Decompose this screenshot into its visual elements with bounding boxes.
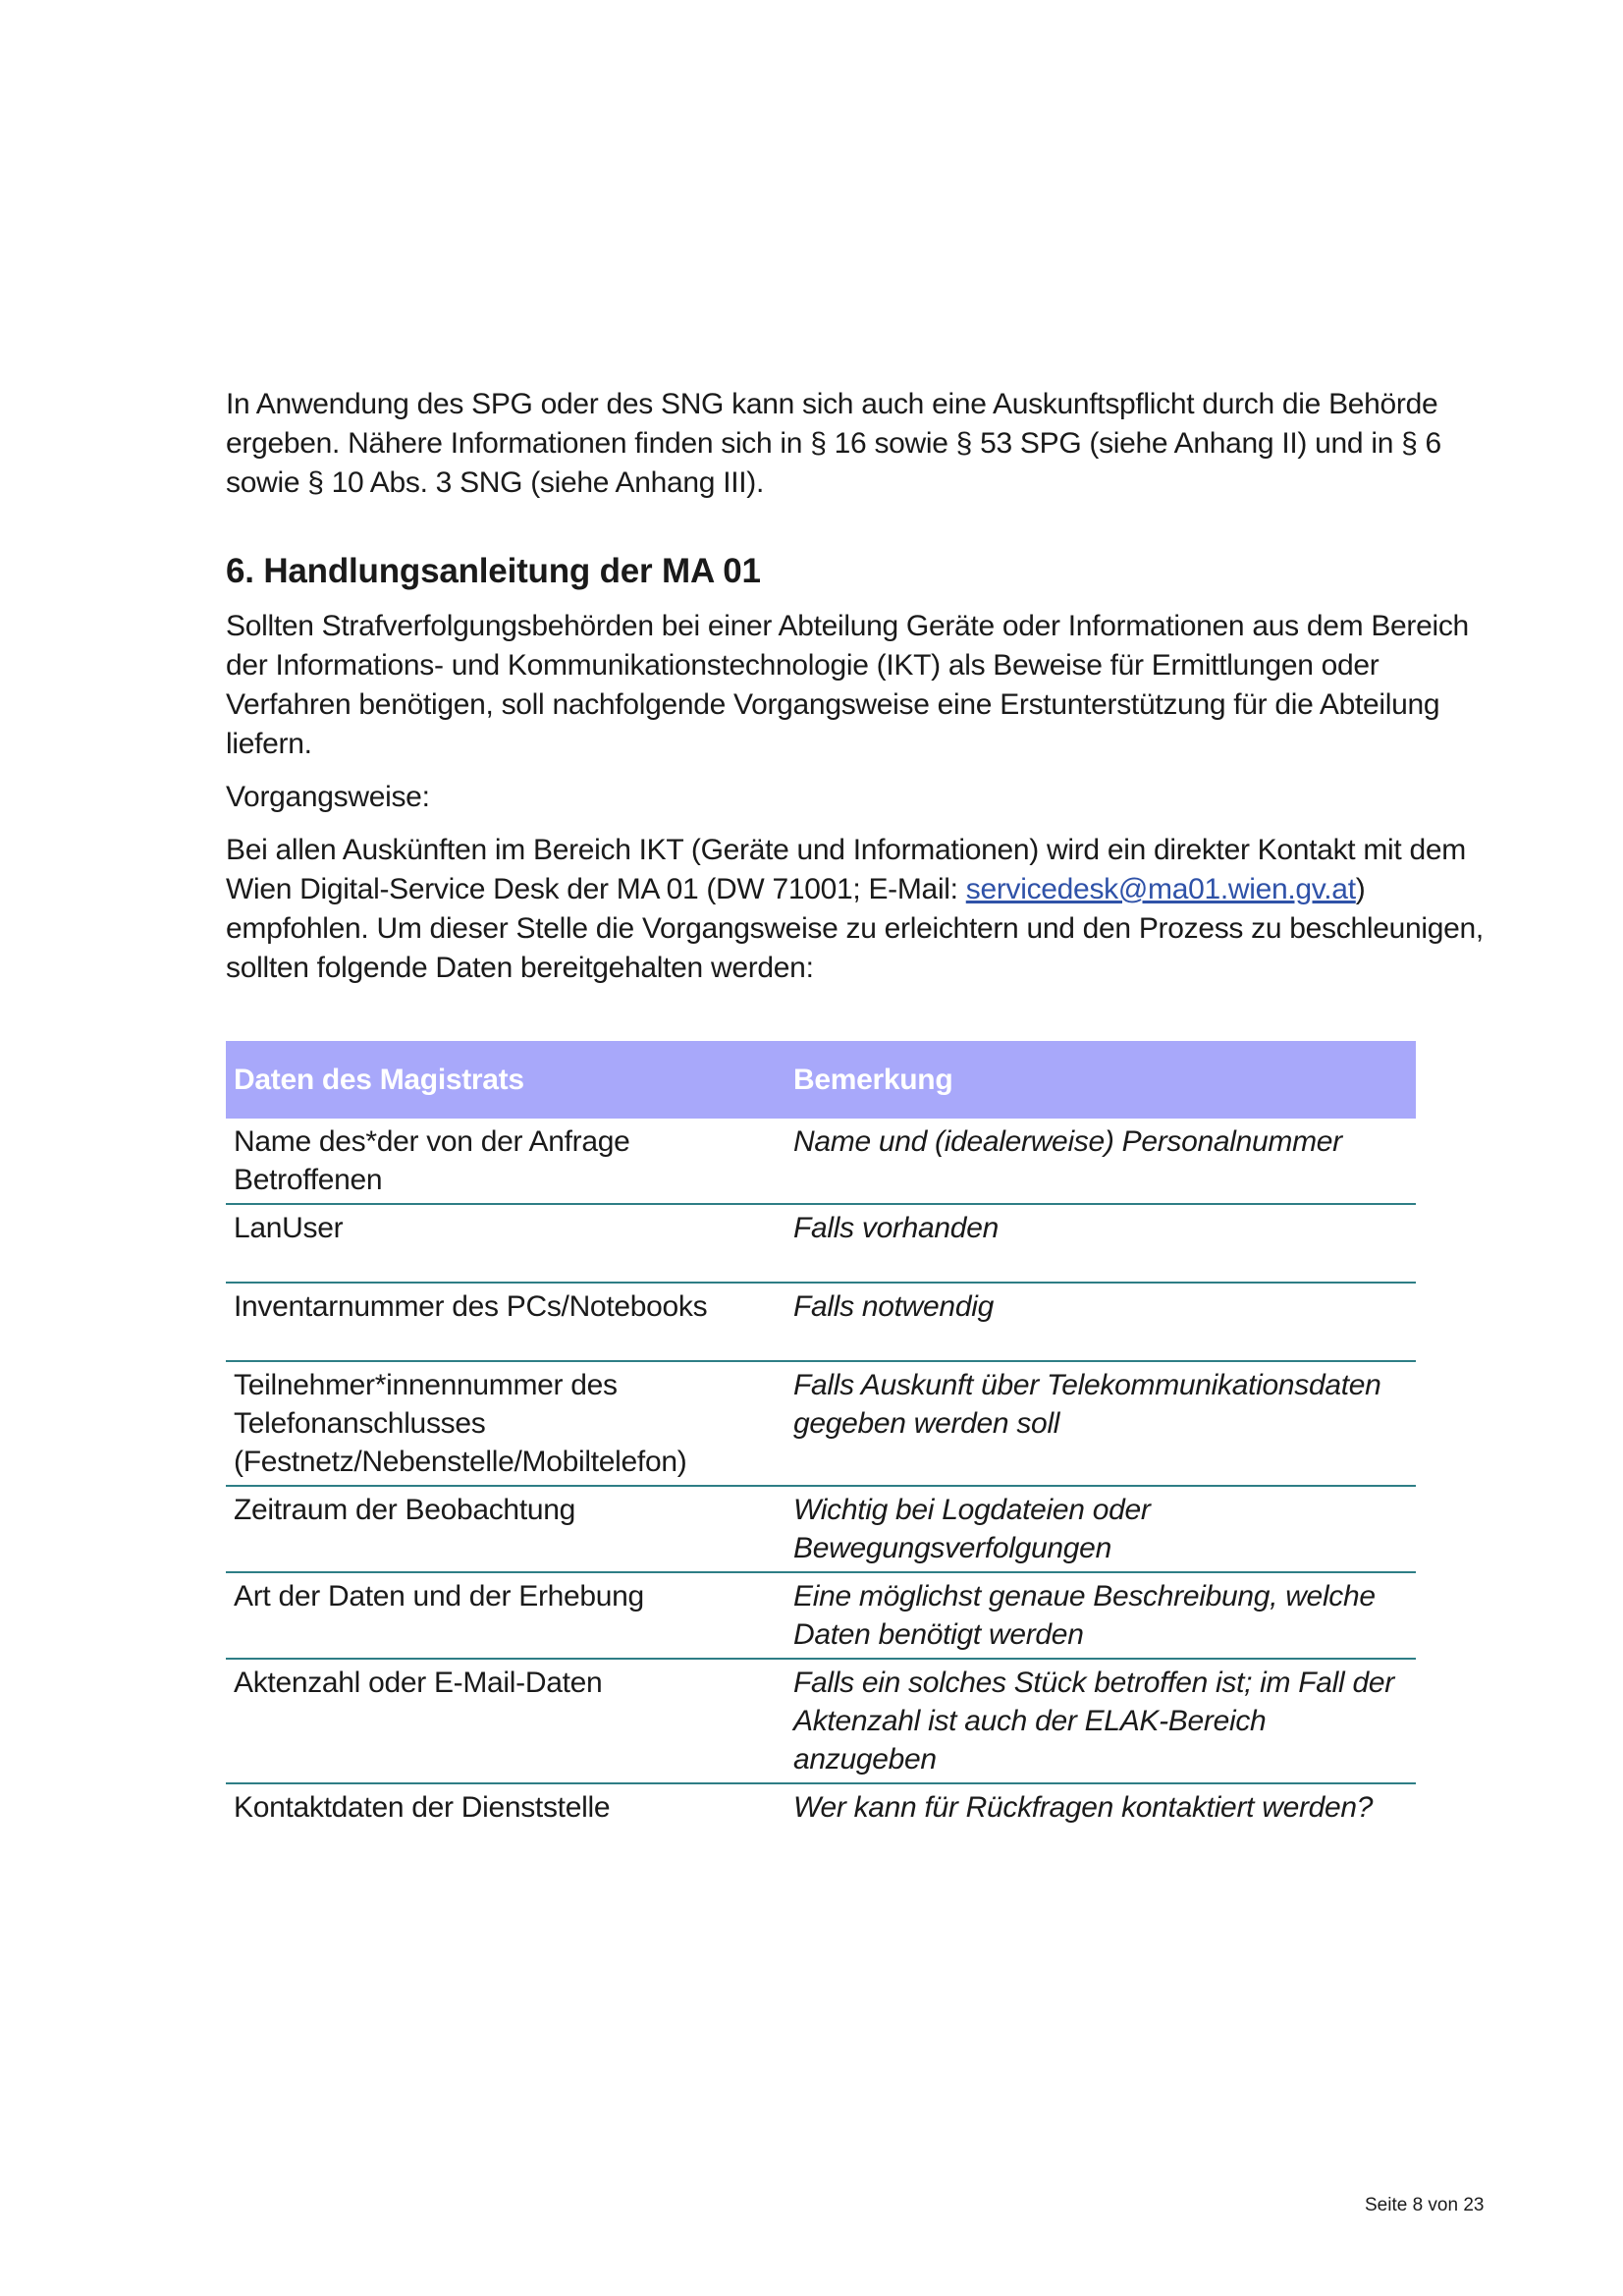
cell-data: Name des*der von der Anfrage Betroffenen (226, 1119, 785, 1204)
section-paragraph-1: Sollten Strafverfolgungsbehörden bei einer Abteilung Geräte oder Informationen aus dem Bereich der Informations- und Kommunikationstechnologie (IKT) als Beweise für Ermittlungen oder Verfahren benötigen, soll nachfolgende Vorgangsweise eine Erstunterstützung für die Abteilung liefern. (226, 610, 1469, 760)
section-paragraph-2: Vorgangsweise: (226, 781, 430, 813)
table-row (226, 1572, 1416, 1659)
cell-note: Falls ein solches Stück betroffen ist; im Fall der Aktenzahl ist auch der ELAK-Bereich anzugeben (785, 1659, 1416, 1783)
column-header-data: Daten des Magistrats (226, 1041, 785, 1119)
cell-note: Wer kann für Rückfragen kontaktiert werden? (793, 1791, 1374, 1824)
page-content (226, 385, 1492, 1831)
cell-note: Falls notwendig (785, 1283, 1416, 1361)
table-row (226, 1659, 1416, 1783)
cell-note: Falls Auskunft über Telekommunikationsdaten gegeben werden soll (785, 1361, 1416, 1486)
cell-note: Eine möglichst genaue Beschreibung, welche Daten benötigt werden (785, 1572, 1416, 1659)
cell-note: Wichtig bei Logdateien oder Bewegungsverfolgungen (785, 1486, 1416, 1572)
table-row (226, 1783, 1416, 1831)
cell-data: Inventarnummer des PCs/Notebooks (226, 1283, 785, 1361)
table-header-row (226, 1041, 1416, 1119)
section-heading: 6. Handlungsanleitung der MA 01 (226, 552, 761, 590)
cell-data: Kontaktdaten der Dienststelle (234, 1791, 611, 1824)
cell-data: Zeitraum der Beobachtung (226, 1486, 785, 1572)
intro-paragraph: In Anwendung des SPG oder des SNG kann sich auch eine Auskunftspflicht durch die Behörde ergeben. Nähere Informationen finden sich in § 16 sowie § 53 SPG (siehe Anhang II) und in § 6 sowie § 10 Abs. 3 SNG (siehe Anhang III). (226, 388, 1441, 499)
cell-note: Name und (idealerweise) Personalnummer (785, 1119, 1416, 1204)
cell-data: Teilnehmer*innennummer des Telefonanschlusses (Festnetz/Nebenstelle/Mobiltelefon) (226, 1361, 785, 1486)
table-row (226, 1204, 1416, 1283)
cell-data: Art der Daten und der Erhebung (226, 1572, 785, 1659)
table-row (226, 1283, 1416, 1361)
column-header-note: Bemerkung (785, 1041, 1416, 1119)
table-row (226, 1486, 1416, 1572)
paragraph-3-end: ) empfohlen. Um dieser Stelle die Vorgangsweise zu erleichtern und den Prozess zu beschleunigen, sollten folgende Daten bereitgehalten werden: (226, 873, 1484, 984)
cell-note: Falls vorhanden (785, 1204, 1416, 1283)
servicedesk-email-link[interactable]: servicedesk@ma01.wien.gv.at (965, 873, 1356, 905)
table-row (226, 1119, 1416, 1204)
cell-data: LanUser (226, 1204, 785, 1283)
section-paragraph-3 (226, 831, 1492, 988)
cell-data: Aktenzahl oder E-Mail-Daten (226, 1659, 785, 1783)
data-table (226, 1041, 1416, 1831)
table-row (226, 1361, 1416, 1486)
paragraph-3-start: Bei allen Auskünften im Bereich IKT (Geräte und Informationen) wird ein direkter Kontakt mit dem Wien Digital-Service Desk der MA 01 (DW 71001; E-Mail: (226, 834, 1466, 905)
page-number: Seite 8 von 23 (1365, 2195, 1485, 2215)
